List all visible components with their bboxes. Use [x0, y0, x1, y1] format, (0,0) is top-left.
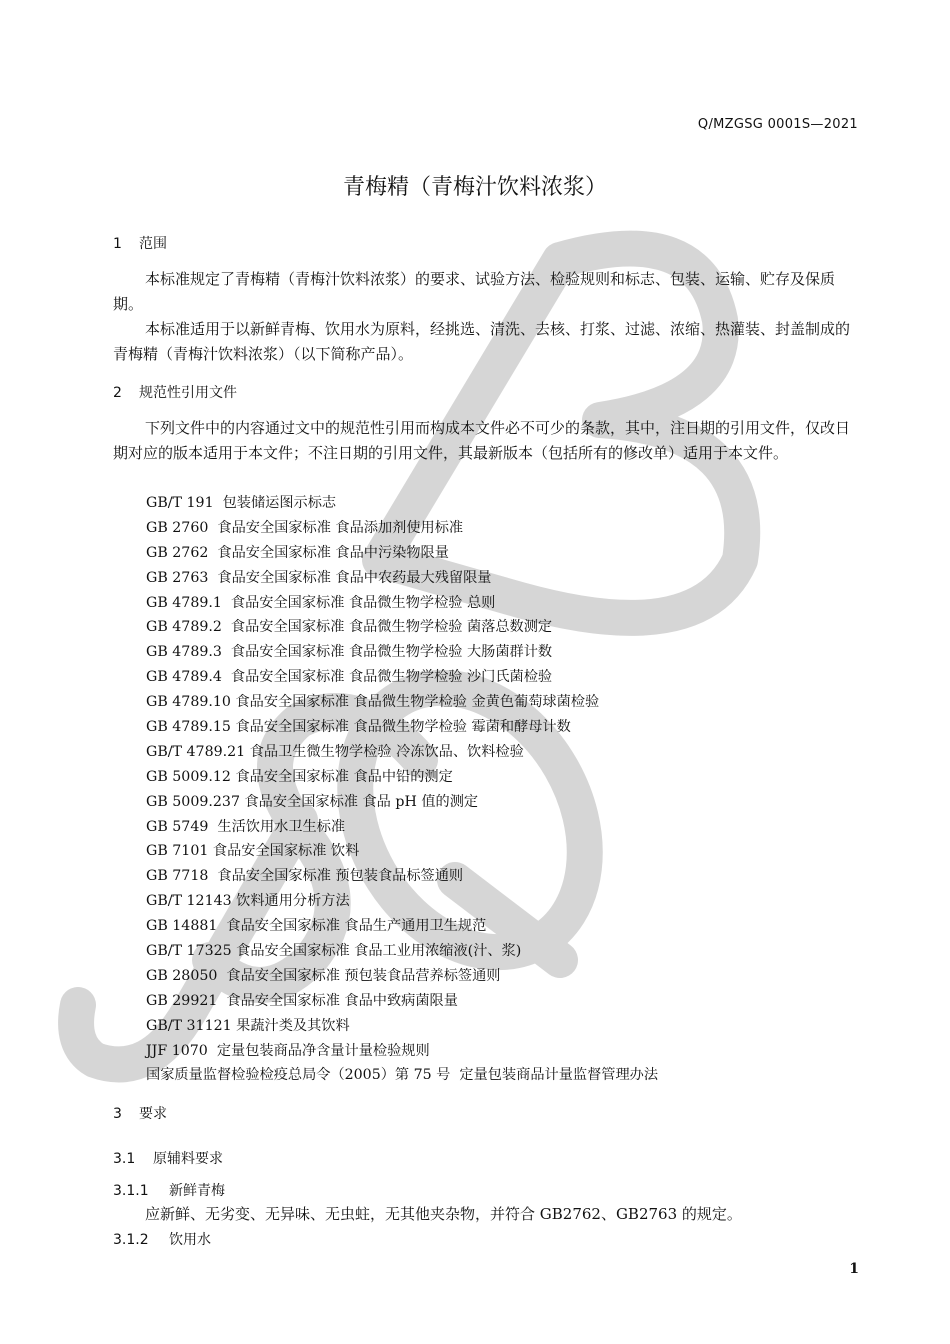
reference-item: GB 2762 食品安全国家标准 食品中污染物限量 [146, 544, 449, 561]
reference-item: GB 2760 食品安全国家标准 食品添加剂使用标准 [146, 519, 464, 536]
reference-item: GB 14881 食品安全国家标准 食品生产通用卫生规范 [146, 918, 487, 935]
section-2-heading [113, 382, 237, 402]
reference-item: GB 28050 食品安全国家标准 预包装食品营养标签通则 [146, 967, 501, 984]
reference-item: GB 4789.1 食品安全国家标准 食品微生物学检验 总则 [146, 594, 496, 611]
reference-item: GB/T 191 包装储运图示标志 [146, 495, 337, 511]
section-1-heading [113, 233, 167, 253]
reference-item: GB 7101 食品安全国家标准 饮料 [146, 843, 360, 860]
reference-item: JJF 1070 定量包装商品净含量计量检验规则 [146, 1042, 430, 1059]
page-number: 1 [849, 1261, 859, 1277]
reference-item: GB/T 17325 食品安全国家标准 食品工业用浓缩液(汁、浆) [146, 943, 522, 960]
section-title: 规范性引用文件 [139, 385, 237, 401]
reference-item: GB 5009.237 食品安全国家标准 食品 pH 值的测定 [146, 793, 479, 810]
item-3-1-2-heading [113, 1229, 211, 1249]
reference-item: GB/T 31121 果蔬汁类及其饮料 [146, 1017, 350, 1034]
reference-item: GB 7718 食品安全国家标准 预包装食品标签通则 [146, 868, 464, 885]
reference-item: GB 29921 食品安全国家标准 食品中致病菌限量 [146, 992, 458, 1009]
item-number: 3.1.1 [113, 1183, 149, 1199]
reference-item: GB 4789.2 食品安全国家标准 食品微生物学检验 菌落总数测定 [146, 619, 553, 636]
reference-item: GB 4789.4 食品安全国家标准 食品微生物学检验 沙门氏菌检验 [146, 669, 553, 686]
document-title: 青梅精（青梅汁饮料浓浆） [342, 175, 607, 200]
reference-item: GB 4789.3 食品安全国家标准 食品微生物学检验 大肠菌群计数 [146, 644, 553, 661]
section-number: 3 [113, 1106, 122, 1122]
item-3-1-1-text: 应新鲜、无劣变、无异味、无虫蛀，无其他夹杂物，并符合 GB2762、GB2763 的规定。 [145, 1205, 742, 1223]
subsection-number: 3.1 [113, 1151, 136, 1167]
section-1-paragraph-2: 本标准适用于以新鲜青梅、饮用水为原料，经挑选、清洗、去核、打浆、过滤、浓缩、热灌装、封盖制成的青梅精（青梅汁饮料浓浆）（以下简称产品）。 [113, 320, 851, 363]
item-title: 饮用水 [169, 1232, 211, 1248]
reference-item: GB 5749 生活饮用水卫生标准 [146, 818, 346, 835]
reference-item: GB 2763 食品安全国家标准 食品中农药最大残留限量 [146, 569, 492, 586]
reference-item: GB 4789.15 食品安全国家标准 食品微生物学检验 霉菌和酵母计数 [146, 719, 571, 736]
section-number: 2 [113, 385, 122, 401]
section-number: 1 [113, 236, 122, 252]
standard-code: Q/MZGSG 0001S—2021 [697, 117, 858, 132]
reference-item: GB/T 4789.21 食品卫生微生物学检验 冷冻饮品、饮料检验 [146, 743, 524, 760]
reference-item: GB/T 12143 饮料通用分析方法 [146, 893, 350, 910]
item-title: 新鲜青梅 [169, 1183, 225, 1199]
section-3-heading [113, 1103, 167, 1123]
section-2-paragraph-1: 下列文件中的内容通过文中的规范性引用而构成本文件必不可少的条款，其中，注日期的引用文件，仅改日期对应的版本适用于本文件；不注日期的引用文件，其最新版本（包括所有的修改单）适用于本文件。 [113, 419, 851, 462]
subsection-3-1-heading [113, 1148, 223, 1168]
item-3-1-1-heading [113, 1180, 225, 1200]
item-number: 3.1.2 [113, 1232, 149, 1248]
section-title: 范围 [139, 236, 167, 252]
section-1-paragraph-1: 本标准规定了青梅精（青梅汁饮料浓浆）的要求、试验方法、检验规则和标志、包装、运输、贮存及保质期。 [113, 270, 836, 313]
subsection-title: 原辅料要求 [153, 1151, 223, 1167]
reference-item: 国家质量监督检验检疫总局令（2005）第 75 号 定量包装商品计量监督管理办法 [146, 1067, 659, 1084]
reference-list [146, 491, 658, 1088]
reference-item: GB 5009.12 食品安全国家标准 食品中铅的测定 [146, 768, 453, 785]
reference-item: GB 4789.10 食品安全国家标准 食品微生物学检验 金黄色葡萄球菌检验 [146, 694, 600, 711]
section-title: 要求 [139, 1106, 167, 1122]
